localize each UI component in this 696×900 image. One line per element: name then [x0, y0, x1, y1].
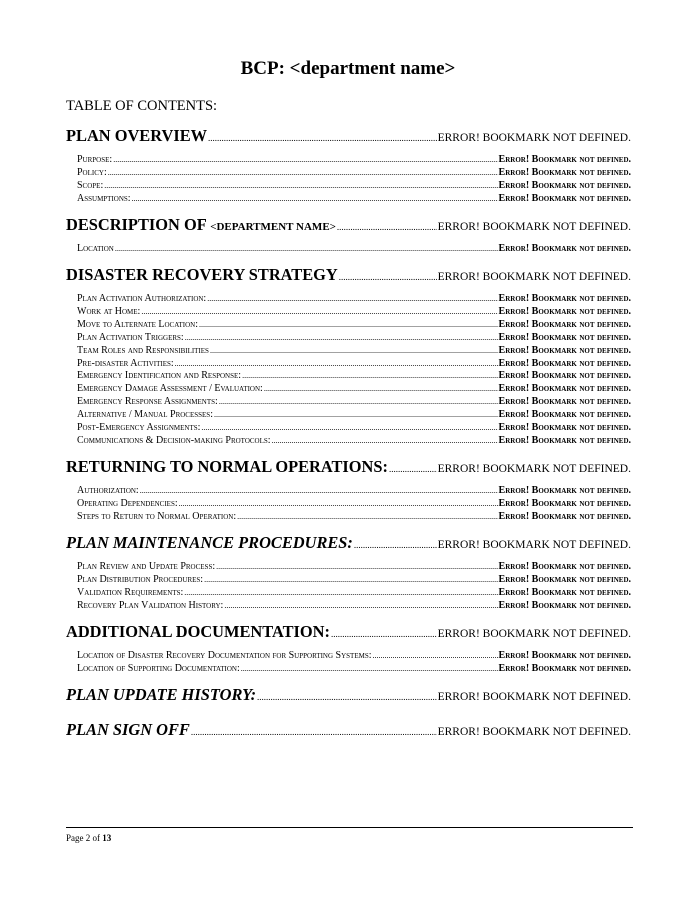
toc-item-label: Plan Activation Triggers: [77, 331, 184, 343]
toc-page-ref: Error! Bookmark not defined. [498, 422, 631, 434]
toc-page-ref: Error! Bookmark not defined. [498, 318, 631, 330]
toc-item-label: Location of Disaster Recovery Documentation for Supporting Systems: [77, 649, 372, 661]
toc-item-scope[interactable] [66, 180, 631, 193]
toc-page-ref: Error! Bookmark not defined. [498, 485, 631, 497]
toc-item-label: Communications & Decision-making Protocols: [77, 435, 271, 447]
toc-page-ref: Error! Bookmark not defined. [498, 409, 631, 421]
toc-page-ref: Error! Bookmark not defined. [498, 292, 631, 304]
toc-item[interactable] [66, 561, 631, 574]
toc-item-label: Authorization: [77, 485, 139, 497]
toc-page-ref: Error! Bookmark not defined. [498, 586, 631, 598]
toc-page-ref: Error! Bookmark not defined. [498, 166, 631, 178]
toc-page-ref: Error! Bookmark not defined. [498, 344, 631, 356]
toc-heading: TABLE OF CONTENTS: [66, 98, 218, 114]
toc-page-ref: Error! Bookmark not defined. [498, 383, 631, 395]
toc-page-ref: Error! Bookmark not defined. [498, 370, 631, 382]
toc-item-label: Location [77, 242, 114, 254]
toc-item[interactable] [66, 587, 631, 600]
toc-item[interactable] [66, 383, 631, 396]
toc-item-label: Plan Review and Update Process: [77, 561, 216, 573]
document-title: BCP: <department name> [240, 58, 456, 79]
toc-item[interactable] [66, 600, 631, 613]
toc-item-label: Emergency Damage Assessment / Evaluation: [77, 383, 263, 395]
toc-section-returning-to-normal[interactable] [66, 457, 631, 479]
toc-section-plan-sign-off[interactable] [66, 720, 631, 742]
toc-item-label: Plan Activation Authorization: [77, 292, 207, 304]
toc-item[interactable] [66, 396, 631, 409]
toc-item-label: Assumptions: [77, 192, 131, 204]
toc-page-ref: ERROR! BOOKMARK NOT DEFINED. [437, 627, 631, 640]
toc-item-label: Move to Alternate Location: [77, 318, 198, 330]
footer-page-word: Page [66, 833, 84, 843]
toc-item-label: Steps to Return to Normal Operation: [77, 511, 237, 523]
toc-section-plan-update-history[interactable] [66, 685, 631, 707]
toc-item[interactable] [66, 409, 631, 422]
toc-item-label: Validation Requirements: [77, 586, 184, 598]
toc-page-ref: Error! Bookmark not defined. [498, 649, 631, 661]
toc-item-label: Pre-disaster Activities: [77, 357, 174, 369]
footer-total-pages: 13 [102, 833, 112, 843]
toc-item-label: Emergency Response Assignments: [77, 396, 218, 408]
toc-section-title: PLAN OVERVIEW [66, 126, 208, 145]
toc-item[interactable] [66, 319, 631, 332]
toc-section-title: PLAN UPDATE HISTORY: [66, 684, 257, 704]
toc-item[interactable] [66, 345, 631, 358]
toc-item-policy[interactable] [66, 167, 631, 180]
footer-divider [66, 827, 633, 828]
toc-section-plan-overview[interactable] [66, 126, 631, 148]
toc-item[interactable] [66, 650, 631, 663]
toc-page-ref: Error! Bookmark not defined. [498, 662, 631, 674]
toc-item-label: Emergency Identification and Response: [77, 370, 242, 382]
toc-page-ref: Error! Bookmark not defined. [498, 305, 631, 317]
toc-item-label: Work at Home: [77, 305, 141, 317]
footer-of-word: of [92, 833, 100, 843]
toc-page-ref: ERROR! BOOKMARK NOT DEFINED. [437, 690, 631, 703]
table-of-contents [66, 121, 631, 742]
toc-page-ref: Error! Bookmark not defined. [498, 154, 631, 165]
toc-page-ref: Error! Bookmark not defined. [498, 498, 631, 510]
toc-section-title: PLAN MAINTENANCE PROCEDURES: [66, 533, 353, 553]
toc-page-ref: Error! Bookmark not defined. [498, 357, 631, 369]
toc-item-purpose[interactable] [66, 154, 631, 167]
toc-item-label: Purpose: [77, 154, 113, 165]
toc-page-ref: ERROR! BOOKMARK NOT DEFINED. [437, 725, 631, 738]
toc-item[interactable] [66, 485, 631, 498]
toc-section-title: ADDITIONAL DOCUMENTATION: [66, 621, 330, 641]
toc-section-additional-documentation[interactable] [66, 622, 631, 644]
toc-item-assumptions[interactable] [66, 193, 631, 206]
toc-item-label: Recovery Plan Validation History: [77, 599, 224, 611]
toc-item[interactable] [66, 358, 631, 371]
toc-page-ref: ERROR! BOOKMARK NOT DEFINED. [437, 270, 631, 283]
toc-section-description[interactable] [66, 215, 631, 237]
toc-page-ref: Error! Bookmark not defined. [498, 435, 631, 447]
toc-section-title-prefix: DESCRIPTION OF [66, 214, 211, 234]
toc-item[interactable] [66, 498, 631, 511]
toc-page-ref: Error! Bookmark not defined. [498, 396, 631, 408]
toc-item-label: Scope: [77, 179, 104, 191]
toc-item-label: Policy: [77, 166, 107, 178]
toc-item-label: Plan Distribution Procedures: [77, 574, 204, 586]
toc-item[interactable] [66, 370, 631, 383]
footer-page-number: 2 [85, 833, 91, 843]
toc-page-ref: Error! Bookmark not defined. [498, 242, 631, 254]
toc-page-ref: Error! Bookmark not defined. [498, 599, 631, 611]
toc-item[interactable] [66, 422, 631, 435]
toc-page-ref: Error! Bookmark not defined. [498, 574, 631, 586]
toc-page-ref: ERROR! BOOKMARK NOT DEFINED. [437, 132, 631, 144]
toc-item[interactable] [66, 332, 631, 345]
toc-item-label: Location of Supporting Documentation: [77, 662, 240, 674]
toc-item[interactable] [66, 306, 631, 319]
toc-item[interactable] [66, 511, 631, 524]
toc-item-label: Operating Dependencies: [77, 498, 178, 510]
toc-page-ref: Error! Bookmark not defined. [498, 561, 631, 573]
toc-section-title: RETURNING TO NORMAL OPERATIONS: [66, 457, 388, 477]
toc-item[interactable] [66, 293, 631, 306]
toc-page-ref: ERROR! BOOKMARK NOT DEFINED. [437, 463, 631, 476]
toc-section-plan-maintenance[interactable] [66, 533, 631, 555]
toc-page-ref: Error! Bookmark not defined. [498, 179, 631, 191]
toc-item[interactable] [66, 574, 631, 587]
page-footer [66, 833, 111, 843]
toc-section-disaster-recovery-strategy[interactable] [66, 265, 631, 287]
toc-item[interactable] [66, 435, 631, 448]
toc-page-ref: Error! Bookmark not defined. [498, 331, 631, 343]
toc-item[interactable] [66, 663, 631, 676]
toc-section-title: PLAN SIGN OFF [66, 719, 190, 739]
toc-item-label: Alternative / Manual Processes: [77, 409, 213, 421]
toc-page-ref: Error! Bookmark not defined. [498, 192, 631, 204]
toc-page-ref: ERROR! BOOKMARK NOT DEFINED. [437, 539, 631, 552]
toc-item-label: Post-Emergency Assignments: [77, 422, 201, 434]
toc-item-location[interactable] [66, 243, 631, 256]
toc-page-ref: Error! Bookmark not defined. [498, 511, 631, 523]
toc-page-ref: ERROR! BOOKMARK NOT DEFINED. [437, 220, 631, 233]
toc-item-label: Team Roles and Responsibilities [77, 344, 209, 356]
toc-section-title: DISASTER RECOVERY STRATEGY [66, 264, 338, 284]
toc-section-title-suffix: <DEPARTMENT NAME> [210, 220, 336, 233]
